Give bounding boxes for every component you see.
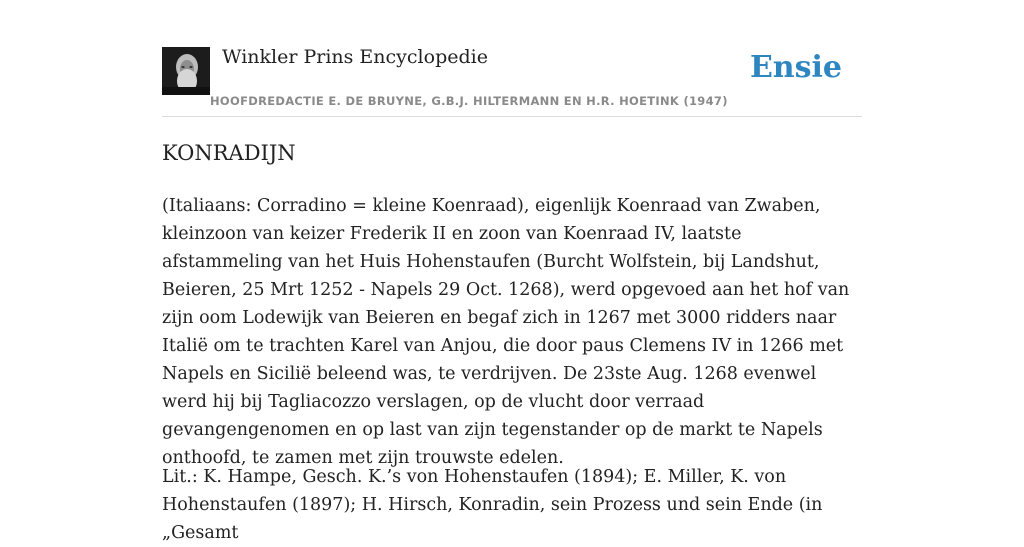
avatar[interactable]: [162, 47, 210, 95]
editors-line: HOOFDREDACTIE E. DE BRUYNE, G.B.J. HILTERMANN EN H.R. HOETINK (1947): [210, 94, 728, 108]
site-title[interactable]: Winkler Prins Encyclopedie: [222, 46, 488, 68]
entry-body: (Italiaans: Corradino = kleine Koenraad), eigenlijk Koenraad van Zwaben, kleinzoon van keizer Frederik II en zoon van Koenraad IV, laatste afstammeling van het Huis Hohenstaufen (Burcht Wolfstein, bij Landshut, Beieren, 25 Mrt 1252 - Napels 29 Oct. 1268), werd opgevoed aan het hof van zijn oom Lodewijk van Beieren en begaf zich in 1267 met 3000 ridders naar Italië om te trachten Karel van Anjou, die door paus Clemens IV in 1266 met Napels en Sicilië beleend was, te verdrijven. De 23ste Aug. 1268 evenwel werd hij bij Tagliacozzo verslagen, op de vlucht door verraad gevangengenomen en op last van zijn tegenstander op de markt te Napels onthoofd, te zamen met zijn trouwste edelen.: [162, 196, 850, 468]
content-container: [162, 0, 862, 543]
brand-logo[interactable]: Ensie: [749, 50, 842, 85]
portrait-icon: [162, 47, 210, 95]
entry-title: KONRADIJN: [162, 141, 296, 165]
entry-literature: Lit.: K. Hampe, Gesch. K.’s von Hohenstaufen (1894); E. Miller, K. von Hohenstaufen (1897); H. Hirsch, Konradin, sein Prozess und sein Ende (in „Gesamt: [162, 467, 823, 543]
header: [162, 0, 862, 117]
